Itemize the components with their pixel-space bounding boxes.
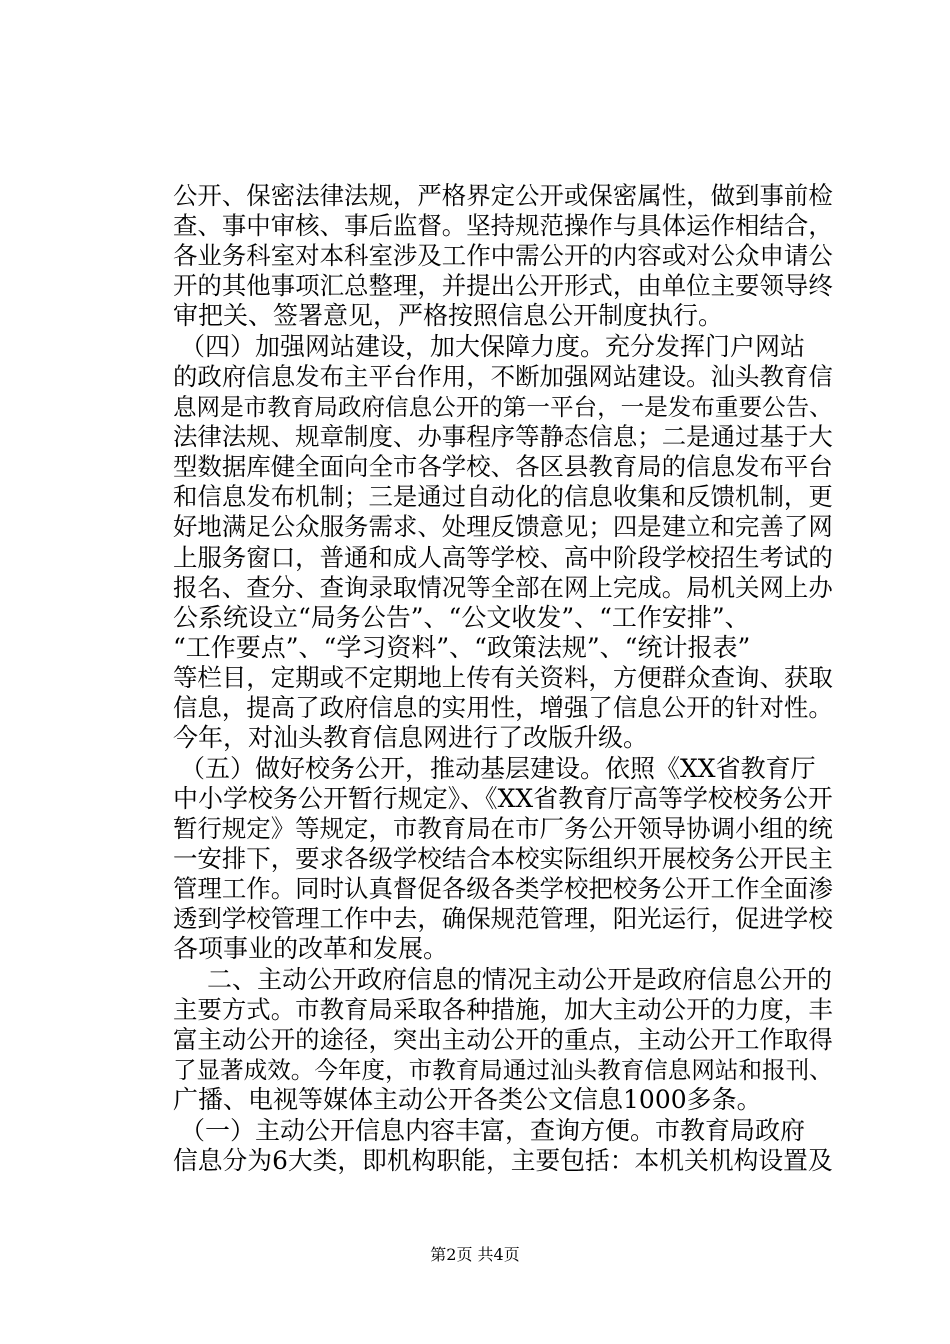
text-line: 好地满足公众服务需求、处理反馈意见；四是建立和完善了网 [173, 512, 833, 541]
text-line: （一）主动公开信息内容丰富，查询方便。市教育局政府 [180, 1116, 806, 1145]
text-line: 各项事业的改革和发展。 [173, 934, 449, 963]
text-line: 各业务科室对本科室涉及工作中需公开的内容或对公众申请公 [173, 241, 833, 270]
text-line: 息网是市教育局政府信息公开的第一平台，一是发布重要公告、 [173, 393, 833, 421]
page-number-label: 第2页 共4页 [430, 1245, 520, 1264]
text-line: 报名、查分、查询录取情况等全部在网上完成。局机关网上办 [173, 573, 833, 602]
text-line: （五）做好校务公开，推动基层建设。依照《XX省教育厅 [180, 754, 816, 783]
text-line: （四）加强网站建设，加大保障力度。充分发挥门户网站 [180, 332, 806, 361]
text-line: 型数据库健全面向全市各学校、各区县教育局的信息发布平台 [173, 452, 833, 481]
text-line: 查、事中审核、事后监督。坚持规范操作与具体运作相结合， [173, 211, 833, 240]
text-line: 主要方式。市教育局采取各种措施，加大主动公开的力度，丰 [173, 995, 833, 1024]
text-line: 等栏目，定期或不定期地上传有关资料，方便群众查询、获取 [173, 663, 833, 692]
text-line: 管理工作。同时认真督促各级各类学校把校务公开工作全面渗 [173, 874, 833, 903]
text-line: 富主动公开的途径，突出主动公开的重点，主动公开工作取得 [173, 1025, 833, 1054]
text-line: 和信息发布机制；三是通过自动化的信息收集和反馈机制，更 [173, 482, 833, 511]
text-line: 开的其他事项汇总整理，并提出公开形式，由单位主要领导终 [173, 271, 833, 300]
text-line: 法律法规、规章制度、办事程序等静态信息；二是通过基于大 [173, 422, 833, 451]
text-line: 广播、电视等媒体主动公开各类公文信息1000多条。 [173, 1085, 762, 1114]
text-line: 了显著成效。今年度，市教育局通过汕头教育信息网站和报刊、 [173, 1056, 833, 1084]
text-line: 信息，提高了政府信息的实用性，增强了信息公开的针对性。 [173, 693, 833, 722]
text-line: 透到学校管理工作中去，确保规范管理，阳光运行，促进学校 [173, 904, 833, 933]
page-footer [0, 1244, 950, 1266]
text-line: 公系统设立“局务公告”、“公文收发”、“工作安排”、 [173, 603, 750, 632]
text-line: 审把关、签署意见，严格按照信息公开制度执行。 [173, 301, 724, 330]
text-line: 上服务窗口，普通和成人高等学校、高中阶段学校招生考试的 [173, 543, 833, 572]
text-line: 中小学校务公开暂行规定》、《XX省教育厅高等学校校务公开 [173, 784, 833, 813]
text-line: 今年，对汕头教育信息网进行了改版升级。 [173, 723, 649, 752]
text-line: 二、主动公开政府信息的情况主动公开是政府信息公开的 [207, 965, 833, 994]
text-line: 公开、保密法律法规，严格界定公开或保密属性，做到事前检 [173, 181, 833, 210]
text-line: “工作要点”、“学习资料”、“政策法规”、“统计报表” [173, 633, 751, 662]
text-line: 的政府信息发布主平台作用，不断加强网站建设。汕头教育信 [173, 362, 833, 391]
text-line: 信息分为6大类，即机构职能，主要包括：本机关机构设置及 [173, 1146, 833, 1175]
text-line: 一安排下，要求各级学校结合本校实际组织开展校务公开民主 [173, 844, 833, 873]
text-line: 暂行规定》等规定，市教育局在市厂务公开领导协调小组的统 [173, 814, 833, 843]
